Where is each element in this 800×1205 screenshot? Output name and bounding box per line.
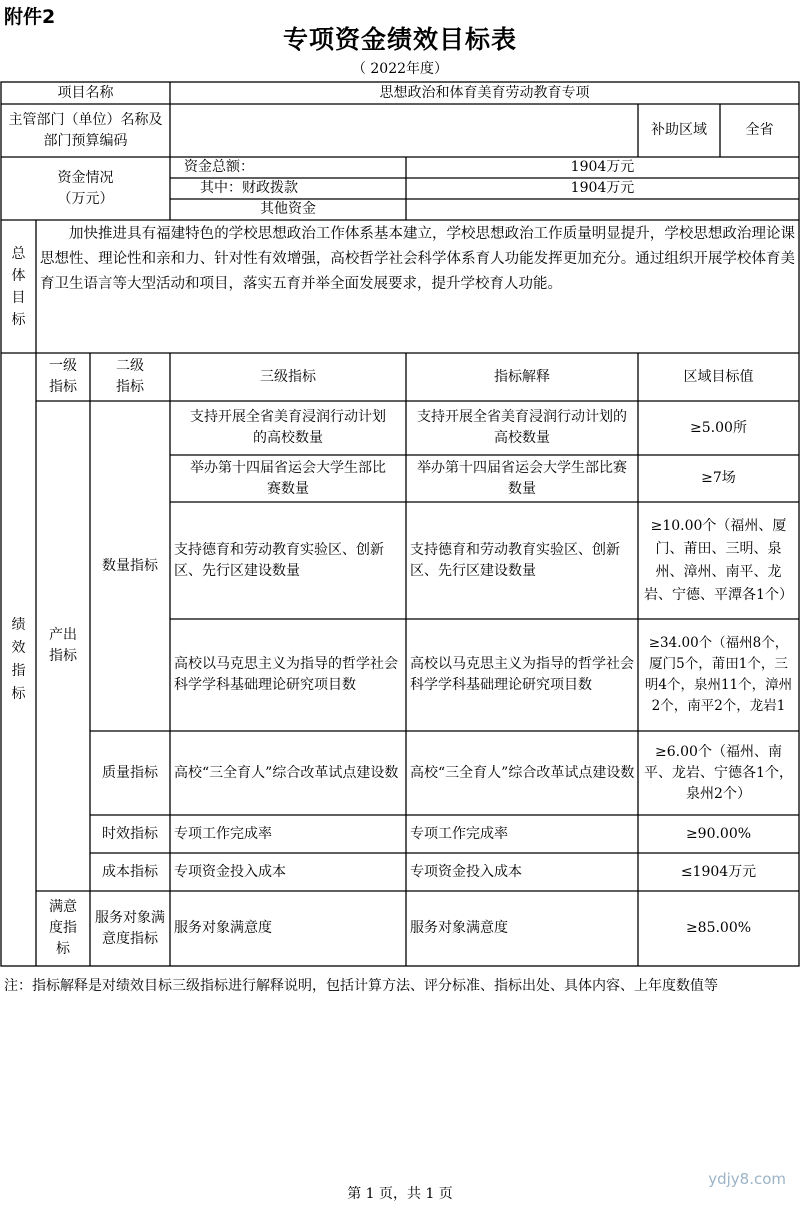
row-explain: 支持开展全省美育浸润行动计划的高校数量 <box>417 409 627 446</box>
row-explain: 支持德育和劳动教育实验区、创新区、先行区建设数量 <box>410 541 620 579</box>
row-l3: 专项资金投入成本 <box>174 863 286 880</box>
region-label: 补助区域 <box>651 122 707 138</box>
dept-value <box>170 104 638 157</box>
funds-fiscal-label: 其中：财政拨款 <box>200 180 298 196</box>
header-explain: 指标解释 <box>494 368 550 385</box>
l2-cost: 成本指标 <box>102 863 158 880</box>
funds-fiscal-value: 1904万元 <box>570 180 635 196</box>
page-title: 专项资金绩效目标表 <box>282 25 517 54</box>
row-l3: 高校以马克思主义为指导的哲学社会科学学科基础理论研究项目数 <box>174 656 398 693</box>
funds-other-label: 其他资金 <box>260 201 316 217</box>
watermark: ydjy8.com <box>708 1170 786 1188</box>
row-explain: 高校以马克思主义为指导的哲学社会科学学科基础理论研究项目数 <box>410 656 634 693</box>
funds-total-label: 资金总额： <box>184 159 254 175</box>
row-target: ≥7场 <box>701 470 736 486</box>
row-target: ≥34.00个（福州8个，厦门5个，莆田1个，三明4个，泉州11个，漳州2个，南平2个，龙岩1 <box>644 635 793 714</box>
header-l1: 一级指标 <box>49 358 77 395</box>
l2-quality: 质量指标 <box>102 764 158 781</box>
funds-label: 资金情况 （万元） <box>57 169 114 207</box>
row-l3: 高校“三全育人”综合改革试点建设数 <box>174 764 399 781</box>
project-name-value: 思想政治和体育美育劳动教育专项 <box>379 84 590 101</box>
header-target: 区域目标值 <box>683 368 754 385</box>
header-l2: 二级指标 <box>116 358 144 395</box>
dept-label: 主管部门（单位）名称及部门预算编码 <box>8 111 163 149</box>
perf-label: 绩效指标 <box>11 616 26 702</box>
goal-text: 加快推进具有福建特色的学校思想政治工作体系基本建立，学校思想政治工作质量明显提升，学校思想政治理论课思想性、理论性和亲和力、针对性有效增强，高校哲学社会科学体系育人功能发挥更加充分。通过组织开展学校体育美育卫生语言等大型活动和项目，落实五育并举全面发展要求，提升学校育人功能。 <box>40 226 795 292</box>
row-l3: 支持开展全省美育浸润行动计划的高校数量 <box>190 409 386 446</box>
row-explain: 专项工作完成率 <box>410 825 508 842</box>
row-target: ≤1904万元 <box>680 863 757 880</box>
row-l3: 专项工作完成率 <box>174 825 272 842</box>
year-label: （ 2022年度） <box>351 61 449 77</box>
row-target: ≥10.00个（福州、厦门、莆田、三明、泉州、漳州、南平、龙岩、宁德、平潭各1个） <box>644 517 793 603</box>
row-explain: 服务对象满意度 <box>410 920 508 936</box>
row-explain: 举办第十四届省运会大学生部比赛数量 <box>417 459 627 497</box>
row-explain: 高校“三全育人”综合改革试点建设数 <box>410 764 635 781</box>
header-l3: 三级指标 <box>260 368 316 385</box>
l2-service: 服务对象满意度指标 <box>95 909 165 947</box>
row-target: ≥90.00% <box>685 825 752 842</box>
funds-total-value: 1904万元 <box>570 159 635 175</box>
goal-label: 总体目标 <box>11 245 26 328</box>
l2-quantity: 数量指标 <box>102 557 158 574</box>
row-target: ≥5.00所 <box>690 419 747 436</box>
row-l3: 服务对象满意度 <box>174 920 272 936</box>
attachment-label: 附件2 <box>4 6 56 28</box>
row-l3: 支持德育和劳动教育实验区、创新区、先行区建设数量 <box>174 541 384 579</box>
l1-output: 产出指标 <box>49 627 77 664</box>
l1-satisfaction: 满意度指标 <box>49 899 77 957</box>
l2-time: 时效指标 <box>102 825 158 842</box>
row-explain: 专项资金投入成本 <box>410 863 522 880</box>
funds-other-value <box>406 199 799 220</box>
row-target: ≥6.00个（福州、南平、龙岩、宁德各1个，泉州2个） <box>644 743 793 802</box>
footnote: 注：指标解释是对绩效目标三级指标进行解释说明，包括计算方法、评分标准、指标出处、具体内容、上年度数值等 <box>4 978 718 994</box>
row-l3: 举办第十四届省运会大学生部比赛数量 <box>190 459 386 497</box>
row-target: ≥85.00% <box>685 920 752 936</box>
project-name-label: 项目名称 <box>57 84 114 101</box>
page-footer: 第 1 页，共 1 页 <box>347 1186 453 1202</box>
region-value: 全省 <box>745 122 774 138</box>
